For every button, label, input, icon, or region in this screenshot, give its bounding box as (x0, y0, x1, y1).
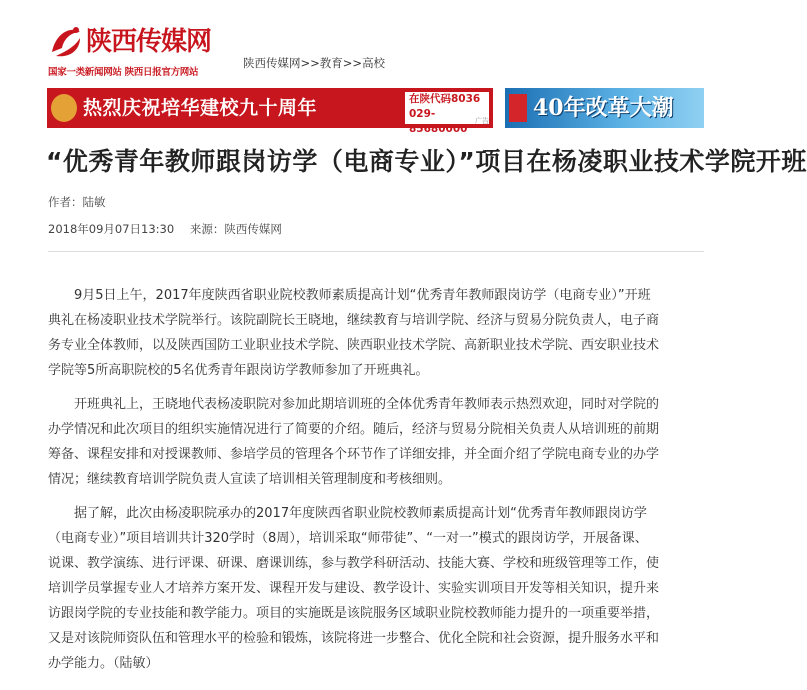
breadcrumb-college[interactable]: 高校 (362, 56, 386, 70)
ad-banner-phone: 029-85680000 (409, 108, 468, 135)
divider (48, 251, 704, 252)
logo-emblem-icon (46, 22, 86, 62)
article-paragraph: 9月5日上午，2017年度陕西省职业院校教师素质提高计划“优秀青年教师跟岗访学（电商专业）”开班典礼在杨凌职业技术学院举行。该院副院长王晓地，继续教育与培训学院、经济与贸易分院负责人，电子商务专业全体教师，以及陕西国防工业职业技术学院、陕西职业技术学院、高新职业技术学院、西安职业技术学院等5所高职院校的5名优秀青年跟岗访学教师参加了开班典礼。 (48, 288, 660, 378)
breadcrumb-separator: >> (342, 56, 363, 70)
site-logo[interactable] (46, 22, 236, 80)
article-meta (48, 221, 282, 237)
author-name: 陆敏 (82, 195, 106, 209)
flag-icon (509, 94, 527, 122)
author-label: 作者： (48, 195, 83, 209)
ad-banner-peihua[interactable] (47, 88, 493, 135)
logo-title: 陕西传媒网 (86, 27, 212, 57)
article-paragraph: 开班典礼上，王晓地代表杨凌职院对参加此期培训班的全体优秀青年教师表示热烈欢迎，同时对学院的办学情况和此次项目的组织实施情况进行了简要的介绍。随后，经济与贸易分院相关负责人从培训班的前期筹备、课程安排和对授课教师、参培学员的管理各个环节作了详细安排，并全面介绍了学院电商专业的办学情况；继续教育培训学院负责人宣读了培训相关管理制度和考核细则。 (48, 397, 660, 487)
ad-banner-reform[interactable] (505, 88, 704, 128)
breadcrumb-home[interactable]: 陕西传媒网 (243, 56, 301, 70)
ad-emblem-icon (51, 94, 77, 122)
ad-banner-reform-text: 40年改革大潮 (533, 95, 674, 121)
article-datetime: 2018年09月07日13:30 (48, 222, 175, 236)
ad-mark: 广告 (475, 117, 489, 125)
ad-banner-peihua-text: 热烈庆祝培华建校九十周年 (83, 97, 318, 119)
ad-banner-code: 在陕代码8036 (409, 93, 481, 105)
article-body (48, 283, 660, 685)
breadcrumb-education[interactable]: 教育 (319, 56, 343, 70)
article-author (48, 194, 106, 210)
breadcrumb-separator: >> (300, 56, 320, 70)
logo-tagline: 国家一类新闻网站 陕西日报官方网站 (48, 67, 199, 78)
breadcrumb (243, 55, 385, 71)
source-link[interactable]: 陕西传媒网 (224, 222, 282, 236)
article-title: “优秀青年教师跟岗访学（电商专业）”项目在杨凌职业技术学院开班 (46, 147, 807, 176)
article-paragraph: 据了解，此次由杨凌职院承办的2017年度陕西省职业院校教师素质提高计划“优秀青年教师跟岗访学（电商专业）”项目培训共计320学时（8周），培训采取“师带徒”、“一对一”模式的跟岗访学，开展备课、说课、教学演练、进行评课、研课、磨课训练，参与教学科研活动、技能大赛、学校和班级管理等工作，使培训学员掌握专业人才培养方案开发、课程开发与建设、教学设计、实验实训项目开发等相关知识，提升来访跟岗学院的专业技能和教学能力。项目的实施既是该院服务区域职业院校教师能力提升的一项重要举措，又是对该院师资队伍和管理水平的检验和锻炼，该院将进一步整合、优化全院和社会资源，提升服务水平和办学能力。（陆敏） (48, 506, 660, 671)
source-label: 来源： (189, 222, 225, 236)
